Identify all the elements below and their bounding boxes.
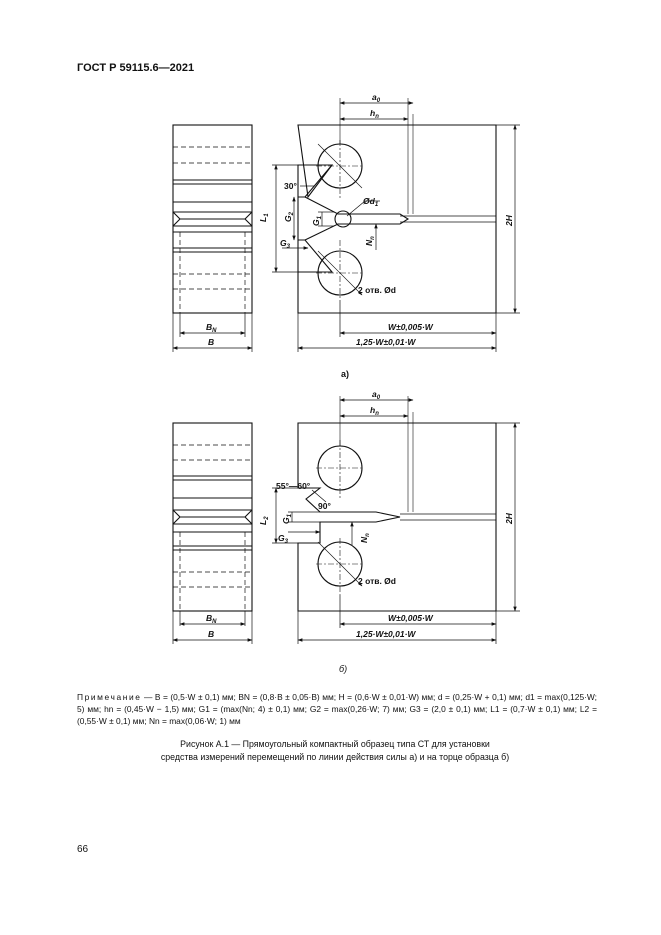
note-text: — B = (0,5·W ± 0,1) мм; BN = (0,8·B ± 0,05·B) мм; H = (0,6·W ± 0,01·W) мм; d = (0,25·W + 0,1) мм; d1 = max(0,125·W; 5) мм; hn = (0,45·W − 1,5) мм; G1 = (max(Nn; 4) ± 0,1) мм; G2 = max(0,26·W; 7) мм; G3 = (2,0 ± 0,1) мм; L1 = (0,7·W ± 0,1) мм; L2 = (0,55·W ± 0,1) мм; Nn = max(0,06·W; 1) мм <box>77 692 597 726</box>
caption-line-1: Рисунок А.1 — Прямоугольный компактный образец типа СТ для установки <box>180 739 490 749</box>
figure-a <box>173 98 520 352</box>
label-W-a: W±0,005·W <box>388 322 433 332</box>
label-BN-b: $B_N$ <box>206 613 217 625</box>
label-Nn-b: $N_n$ <box>359 533 371 543</box>
label-125W-a: 1,25·W±0,01·W <box>356 337 416 347</box>
label-holes-a: 2 отв. Ød <box>358 285 396 295</box>
label-2H-a: 2H <box>504 215 514 226</box>
label-G3-b: $G_3$ <box>278 533 288 545</box>
caption-line-2: средства измерений перемещений по линии действия силы а) и на торце образца б) <box>160 752 510 762</box>
label-a0-b: $a_0$ <box>372 389 381 401</box>
front-view-a <box>298 98 496 313</box>
label-angle-90: 90° <box>318 501 331 511</box>
label-angle-30: 30° <box>284 181 297 191</box>
label-L1: $L_1$ <box>258 213 270 222</box>
document-header: ГОСТ Р 59115.6—2021 <box>77 62 195 74</box>
figure-note <box>77 691 597 727</box>
figure-caption <box>120 738 550 764</box>
label-W-b: W±0,005·W <box>388 613 433 623</box>
label-G2: $G_2$ <box>283 212 295 222</box>
label-angle-55-60: 55°—60° <box>276 481 311 491</box>
side-view-b <box>173 423 252 611</box>
label-B-a: B <box>208 337 215 347</box>
label-BN-a: $B_N$ <box>206 322 217 334</box>
note-lead: Примечание <box>77 692 142 702</box>
subfigure-label-a: а) <box>341 369 350 379</box>
figure-b <box>173 396 520 644</box>
subfigure-label-b: б) <box>339 664 348 674</box>
label-holes-b: 2 отв. Ød <box>358 576 396 586</box>
label-125W-b: 1,25·W±0,01·W <box>356 629 416 639</box>
label-L2: $L_2$ <box>258 516 270 525</box>
label-a0: $a_0$ <box>372 92 381 104</box>
label-G3: $G_3$ <box>280 238 290 250</box>
label-d1: $Ød_1$ <box>363 196 379 208</box>
side-view-a <box>173 125 252 313</box>
label-G1: $G_1$ <box>311 216 323 226</box>
dimensions-a <box>173 103 520 352</box>
label-G1-b: $G_1$ <box>281 514 293 524</box>
label-B-b: B <box>208 629 215 639</box>
label-hn: $h_n$ <box>370 108 379 120</box>
label-hn-b: $h_n$ <box>370 405 379 417</box>
label-2H-b: 2H <box>504 513 514 524</box>
page-number: 66 <box>77 844 89 855</box>
label-Nn: $N_n$ <box>364 236 376 246</box>
